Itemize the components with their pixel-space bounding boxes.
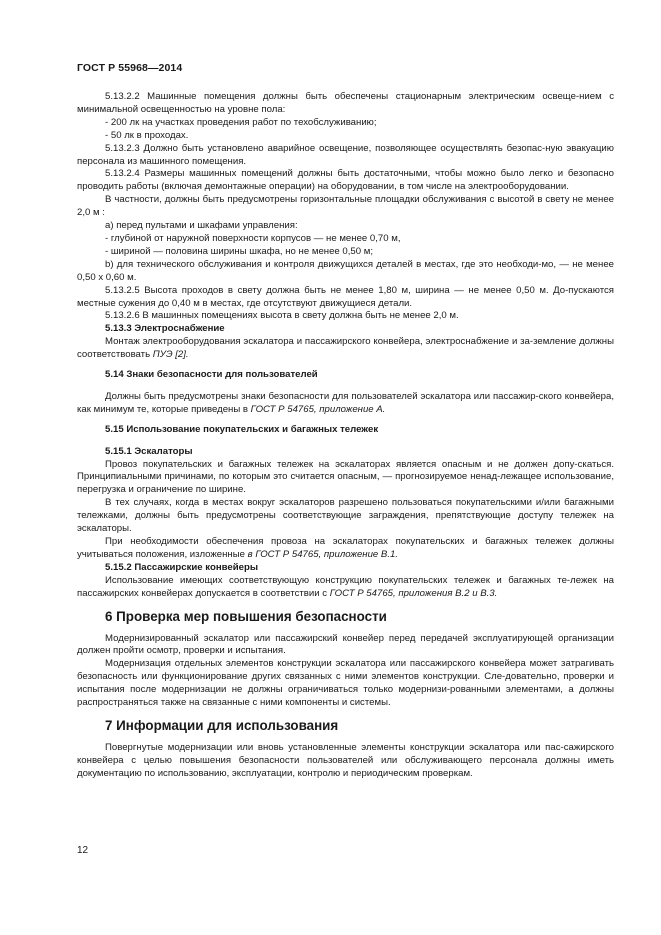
reference-link: в ГОСТ Р 54765, приложение В.1. [247,548,398,560]
list-item: b) для технического обслуживания и контроля движущихся деталей в местах, где это необходи-мо, — не менее 0,50 х 0,60 м. [77,258,614,283]
list-item: - 50 лк в проходах. [105,129,189,141]
clause-5-13-2-2: 5.13.2.2 Машинные помещения должны быть обеспечены стационарным электрическим освеще-нием с минимальной освещенностью на уровне пола: [77,91,614,115]
paragraph: Провоз покупательских и багажных тележек на эскалаторах является опасным и не должен допу-скаться. Принципиальными причинами, по которым это считается опасным, — прогнозируемое ненад-лежащее использование, перегрузка и ограничение по ширине. [77,458,614,496]
paragraph [77,536,614,562]
section-title-6: 6 Проверка мер повышения безопасности [105,608,387,624]
paragraph-text: Использование имеющих соответствующую конструкцию покупательских тележек и багажных те-лежек на пассажирских конвейерах допускается в соответствии с [77,574,614,599]
section-title-7: 7 Информации для использования [105,717,339,733]
clause-5-14-text [77,391,614,417]
page-content [77,91,614,781]
clause-5-13-2-6: 5.13.2.6 В машинных помещениях высота в свету должна быть не менее 2,0 м. [105,310,459,322]
page-number: 12 [77,845,89,856]
subsection-title-5-13-3: 5.13.3 Электроснабжение [105,323,225,335]
paragraph: В тех случаях, когда в местах вокруг эскалаторов разрешено пользоваться покупательскими и/или багажными тележками, должны быть предусмотрены соответствующие заграждения, препятствующие доступу тележек на эскалаторы. [77,497,614,535]
reference-link: ПУЭ [2]. [152,349,189,361]
clause-5-13-3-text [77,336,614,362]
list-item: - глубиной от наружной поверхности корпусов — не менее 0,70 м, [105,232,401,244]
clause-5-13-2-5: 5.13.2.5 Высота проходов в свету должна быть не менее 1,80 м, ширина — не менее 0,50 м. До-пускаются местные сужения до 0,40 м в местах, где отсутствуют движущиеся детали. [77,284,614,309]
paragraph-text: Монтаж электрооборудования эскалатора и пассажирского конвейера, электроснабжение и за-земление должны соответствовать [77,336,614,361]
section-title-5-14: 5.14 Знаки безопасности для пользователей [105,369,318,381]
list-item: - шириной — половина ширины шкафа, но не менее 0,50 м; [105,245,374,257]
reference-link: ГОСТ Р 54765, приложения В.2 и В.3. [329,587,498,599]
paragraph: Модернизированный эскалатор или пассажирский конвейер перед передачей эксплуатирующей организации должен пройти осмотр, проверки и испытания. [77,632,614,657]
list-item: - 200 лк на участках проведения работ по техобслуживанию; [105,116,377,128]
paragraph: Повергнутые модернизации или вновь установленные элементы конструкции эскалатора или пас-сажирского конвейера с целью повышения безопасности пользователей или обслуживающего персонала должны иметь документацию по использованию, эксплуатации, контролю и периодическим проверкам. [77,741,614,779]
paragraph: В частности, должны быть предусмотрены горизонтальные площадки обслуживания с высотой в свету не менее 2,0 м : [77,194,614,219]
subsection-title-5-15-1: 5.15.1 Эскалаторы [105,445,193,457]
paragraph-text: Должны быть предусмотрены знаки безопасности для пользователей эскалатора или пассажир-ского конвейера, как минимум те, которые приведены в [77,390,614,415]
clause-5-13-2-4: 5.13.2.4 Размеры машинных помещений должны быть достаточными, чтобы можно было легко и безопасно проводить работы (включая демонтажные операции) на оборудовании, в том числе на электрооборудовании. [77,168,614,193]
paragraph: Модернизация отдельных элементов конструкции эскалатора или пассажирского конвейера может затрагивать безопасность или функционирование других связанных с ними элементов конструкции. Сле-довательно, проверки и испытания после модернизации не должны ограничиваться только модернизи-рованными элементами, а должны распространяться также на связанные с ними компоненты и системы. [77,658,614,709]
clause-5-13-2-3: 5.13.2.3 Должно быть установлено аварийное освещение, позволяющее осуществлять безопас-ную эвакуацию персонала из машинного помещения. [77,142,614,167]
paragraph [77,575,614,601]
section-title-5-15: 5.15 Использование покупательских и багажных тележек [105,423,379,435]
list-item: a) перед пультами и шкафами управления: [105,220,298,232]
paragraph-text: При необходимости обеспечения провоза на эскалаторах покупательских и багажных тележек должны учитываться положения, изложенные [77,536,614,560]
document-header: ГОСТ Р 55968—2014 [77,62,183,74]
subsection-title-5-15-2: 5.15.2 Пассажирские конвейеры [105,561,259,573]
reference-link: ГОСТ Р 54765, приложение А. [250,403,386,415]
